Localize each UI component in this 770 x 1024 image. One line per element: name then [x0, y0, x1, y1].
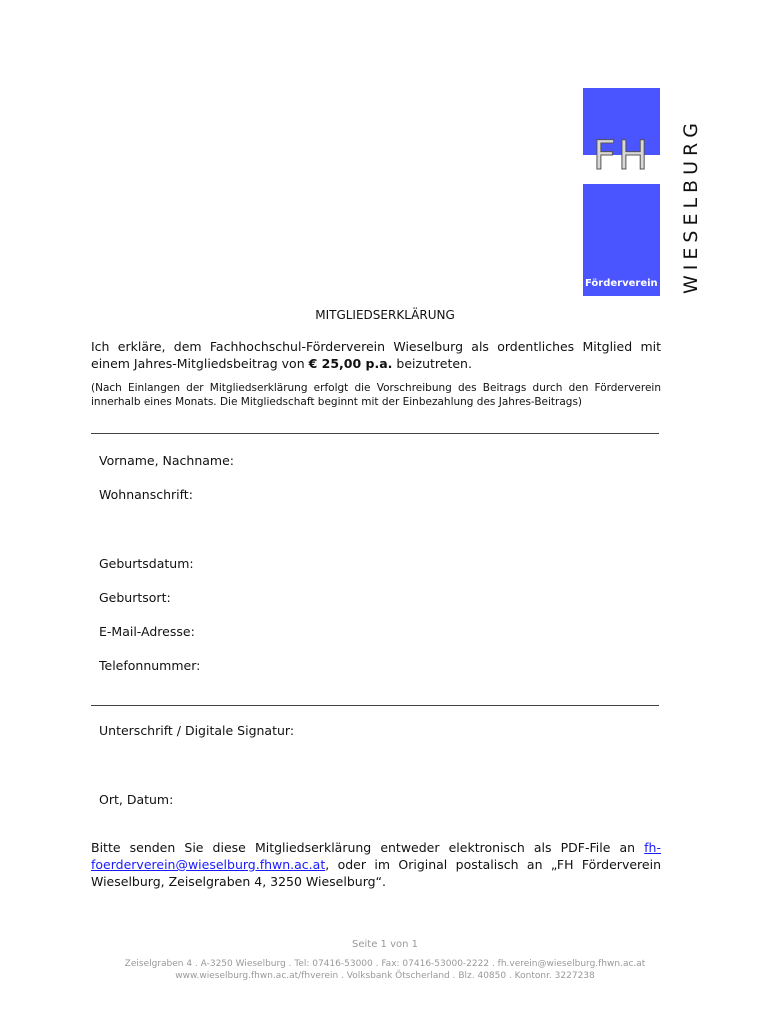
intro-paragraph: [91, 338, 661, 372]
closing-text-end: , oder im Original postalisch an „FH Förderverein Wieselburg, Zeiselgraben 4, 3250 Wieselburg“.: [91, 857, 661, 889]
page-title: MITGLIEDSERKLÄRUNG: [315, 308, 455, 322]
place-date-field-label: Ort, Datum:: [99, 792, 174, 807]
logo-label: Förderverein: [585, 278, 658, 289]
email-link[interactable]: fh-foerderverein@wieselburg.fhwn.ac.at: [91, 840, 661, 872]
divider-top: [91, 433, 659, 434]
email-field-label: E-Mail-Adresse:: [99, 624, 195, 639]
birthplace-field-label: Geburtsort:: [99, 590, 171, 605]
logo-vertical-text: WIESELBURG: [680, 118, 702, 294]
footer-contact: [0, 958, 770, 982]
closing-paragraph: [91, 839, 661, 890]
divider-bottom: [91, 705, 659, 706]
phone-field-label: Telefonnummer:: [99, 658, 201, 673]
logo-letters: FH: [593, 133, 651, 179]
fh-wieselburg-logo: [583, 88, 702, 295]
birthdate-field-label: Geburtsdatum:: [99, 556, 194, 571]
closing-text: Bitte senden Sie diese Mitgliedserklärung entweder elektronisch als PDF-File an: [91, 840, 636, 855]
footer-line-1: Zeiselgraben 4 . A-3250 Wieselburg . Tel: 07416-53000 . Fax: 07416-53000-2222 . fh.verein@wieselburg.fhwn.ac.at: [124, 959, 646, 969]
intro-text-end: beizutreten.: [396, 356, 472, 371]
name-field-label: Vorname, Nachname:: [99, 453, 235, 468]
intro-text: Ich erkläre, dem Fachhochschul-Förderverein Wieselburg als ordentliches Mitglied mit einem Jahres-Mitgliedsbeitrag von: [91, 339, 661, 371]
signature-field-label: Unterschrift / Digitale Signatur:: [99, 723, 295, 738]
membership-fee: € 25,00 p.a.: [308, 356, 393, 371]
note-paragraph: (Nach Einlangen der Mitgliedserklärung erfolgt die Vorschreibung des Beitrags durch den Förderverein innerhalb eines Monats. Die Mitgliedschaft beginnt mit der Einbezahlung des Jahres-Beitrags): [91, 382, 661, 408]
footer-line-2: www.wieselburg.fhwn.ac.at/fhverein . Volksbank Ötscherland . Blz. 40850 . Kontonr. 3227238: [175, 971, 595, 981]
page-number: Seite 1 von 1: [352, 939, 418, 950]
address-field-label: Wohnanschrift:: [99, 487, 193, 502]
